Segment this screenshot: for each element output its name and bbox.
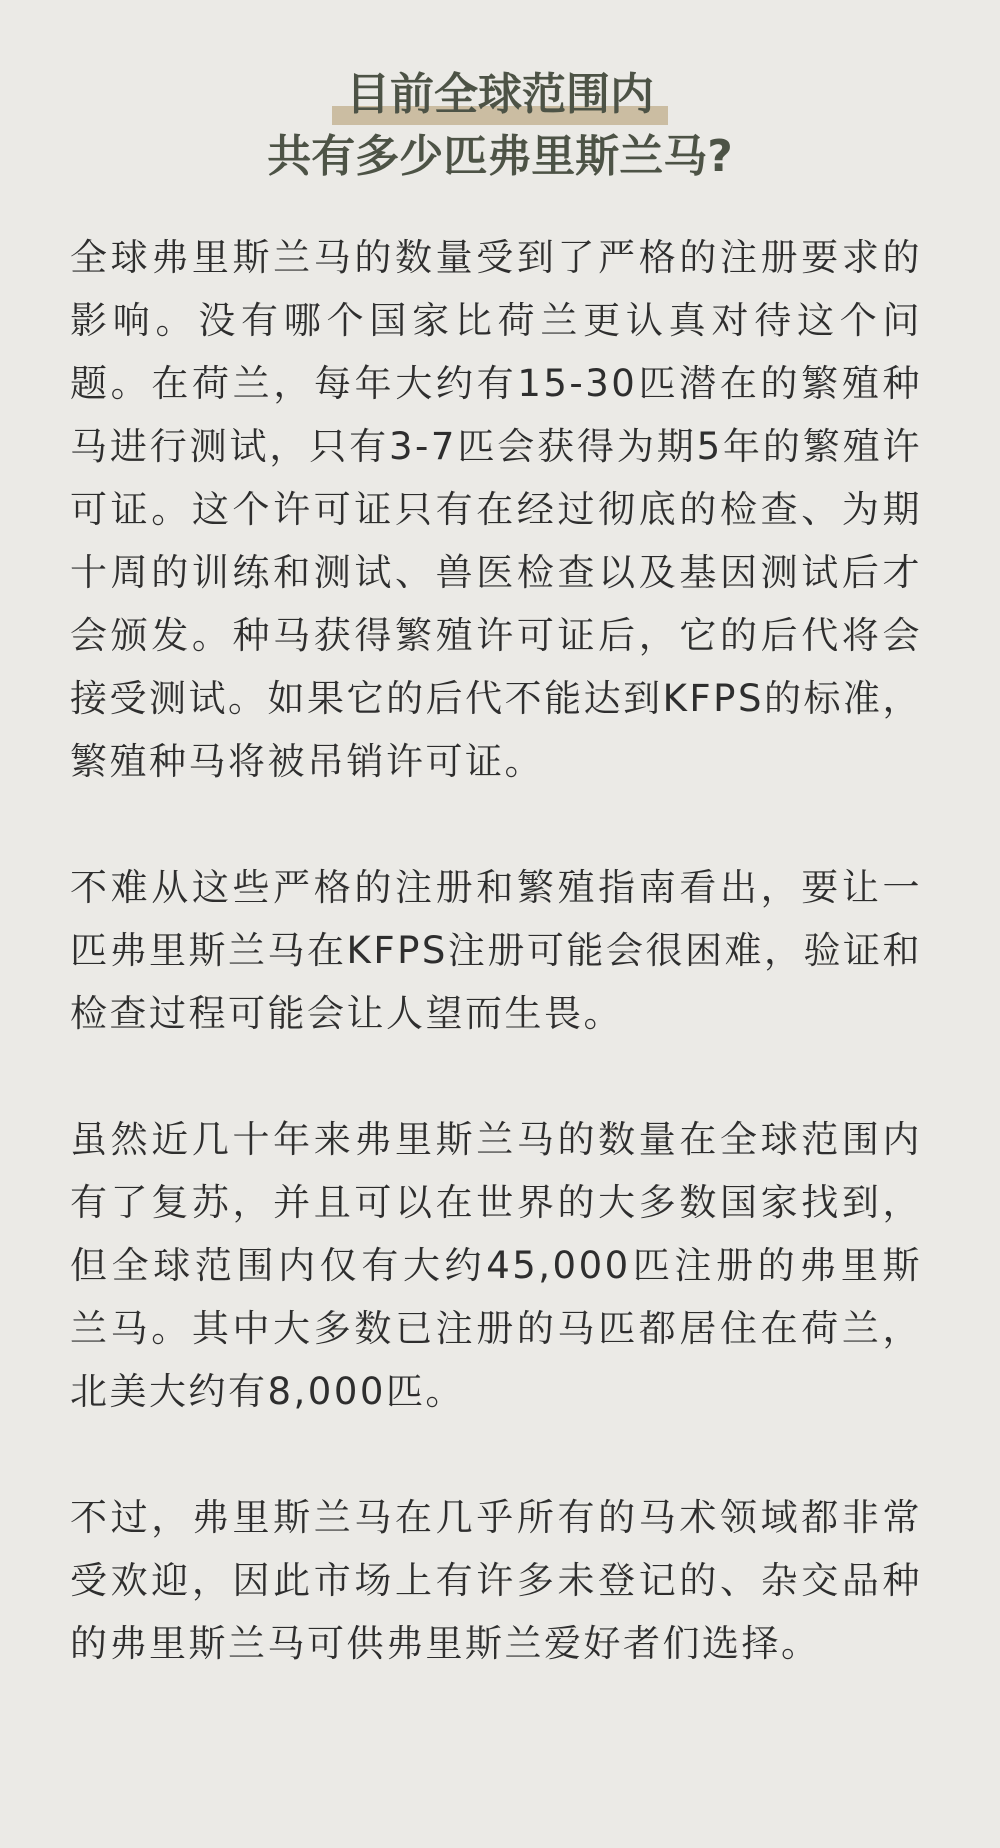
paragraph-crossbreeds: 不过，弗里斯兰马在几乎所有的马术领域都非常受欢迎，因此市场上有许多未登记的、杂交品种的弗里斯兰马可供弗里斯兰爱好者们选择。 <box>70 1496 922 1665</box>
title-line-1-text: 目前全球范围内 <box>346 69 654 120</box>
article-title <box>0 64 1000 188</box>
title-line-1 <box>332 64 668 126</box>
title-line-2: 共有多少匹弗里斯兰马? <box>267 131 733 182</box>
paragraph-registration-difficulty: 不难从这些严格的注册和繁殖指南看出，要让一匹弗里斯兰马在KFPS注册可能会很困难，验证和检查过程可能会让人望而生畏。 <box>70 866 922 1035</box>
paragraph-population-numbers: 虽然近几十年来弗里斯兰马的数量在全球范围内有了复苏，并且可以在世界的大多数国家找到，但全球范围内仅有大约45,000匹注册的弗里斯兰马。其中大多数已注册的马匹都居住在荷兰，北美大约有8,000匹。 <box>70 1118 922 1413</box>
paragraph-registration-requirements: 全球弗里斯兰马的数量受到了严格的注册要求的影响。没有哪个国家比荷兰更认真对待这个问题。在荷兰，每年大约有15-30匹潜在的繁殖种马进行测试，只有3-7匹会获得为期5年的繁殖许可证。这个许可证只有在经过彻底的检查、为期十周的训练和测试、兽医检查以及基因测试后才会颁发。种马获得繁殖许可证后，它的后代将会接受测试。如果它的后代不能达到KFPS的标准，繁殖种马将被吊销许可证。 <box>70 236 922 783</box>
article-body <box>70 226 922 1675</box>
